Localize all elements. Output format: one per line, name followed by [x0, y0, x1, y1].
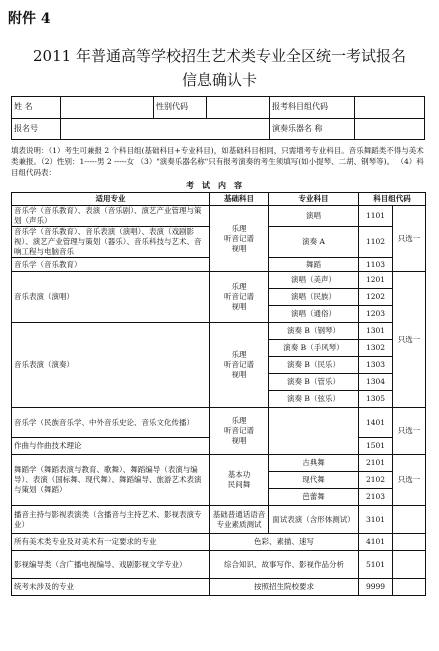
- table-row: 演唱（通俗） 1203: [12, 306, 426, 323]
- choose-one-note: 只选一: [393, 272, 426, 408]
- subject-group-field[interactable]: [355, 97, 425, 119]
- choose-one-note: 只选一: [393, 455, 426, 506]
- table-row: 演奏 B（弦乐） 1305: [12, 391, 426, 408]
- table-row: 作曲与作曲技术理论 1501: [12, 438, 426, 455]
- header-major: 适用专业: [12, 193, 210, 206]
- gender-field[interactable]: [207, 97, 270, 119]
- table-row: 音乐学（音乐教育） 舞蹈 1103: [12, 258, 426, 272]
- gender-label: 性别代码: [154, 97, 207, 119]
- table-row: 演唱（民族） 1202: [12, 289, 426, 306]
- header-subject: 专业科目: [269, 193, 359, 206]
- table-row: 音乐学（音乐教育）、音乐表演（演唱）、表演（戏剧影视）、演艺产业管理与策划（器乐）、音乐科技与艺术、音响工程与电脑音乐 演奏 A 1102: [12, 227, 426, 258]
- table-row: 统考未涉及的专业 按照招生院校要求 9999: [12, 579, 426, 596]
- table-row: 演奏 B（民乐） 1303: [12, 357, 426, 374]
- table-row: 现代舞 2102: [12, 472, 426, 489]
- attachment-label: 附件 4: [8, 11, 51, 27]
- reg-no-label: 报名号: [12, 118, 61, 140]
- subject-codes-table: [11, 192, 426, 596]
- name-field[interactable]: [61, 97, 154, 119]
- table-row: 所有美术类专业及对美术有一定要求的专业 色彩、素描、速写 4101: [12, 534, 426, 551]
- table-row: 音乐表演（演唱） 乐理 听音记谱 视唱 演唱（美声） 1201 只选一: [12, 272, 426, 289]
- table-row: 音乐学（音乐教育）、表演（音乐剧）、演艺产业管理与策划（声乐） 乐理 听音记谱 视唱 演唱 1101 只选一: [12, 206, 426, 227]
- instrument-field[interactable]: [355, 118, 425, 140]
- table-row: 芭蕾舞 2103: [12, 489, 426, 506]
- instrument-label: 演奏乐器名 称: [270, 118, 355, 140]
- table-row: 音乐学（民族音乐学、中外音乐史论、音乐文化传播） 乐理 听音记谱 视唱 1401 只选一: [12, 408, 426, 438]
- table-row: 演奏 B（手风琴） 1302: [12, 340, 426, 357]
- table-row: 演奏 B（管乐） 1304: [12, 374, 426, 391]
- table-row: 音乐表演（演奏） 乐理 听音记谱 视唱 演奏 B（钢琴） 1301: [12, 323, 426, 340]
- choose-one-note: 只选一: [393, 206, 426, 272]
- reg-no-field[interactable]: [61, 118, 270, 140]
- table-row: 影视编导类（含广播电视编导、戏剧影视文学专业） 综合知识、故事写作、影视作品分析 5101: [12, 551, 426, 579]
- name-label: 姓 名: [12, 97, 61, 119]
- instructions-text: 填表说明：（1）考生可兼报 2 个科目组(基础科目+专业科目)，如基础科目相同，只需增考专业科目。音乐舞蹈类不得与美术类兼报。（2）性别：1-----男 2 -----女 （3）"演奏乐器名称"只有报考演奏的考生须填写(如小提琴、二胡、钢琴等)。 （4）科目组代码表：: [11, 146, 424, 177]
- header-code: 科目组代码: [359, 193, 426, 206]
- table-row: 播音主持与影视表演类（含播音与主持艺术、影视表演专业） 基础普通话语音专业素质测试 面试表演（含形体测试） 3101: [12, 506, 426, 534]
- choose-one-note: 只选一: [393, 408, 426, 455]
- info-table: [11, 96, 425, 140]
- subject-group-label: 报考科目组代码: [270, 97, 355, 119]
- table-row: 舞蹈学（舞蹈表演与教育、歌舞）、舞蹈编导（表演与编导）、表演（国标舞、现代舞）、舞蹈编导、旅游艺术表演与策划（舞蹈） 基本功 民间舞 古典舞 2101 只选一: [12, 455, 426, 472]
- header-base: 基础科目: [210, 193, 269, 206]
- codes-heading: 考试内容: [186, 180, 250, 190]
- page-title: 2011 年普通高等学校招生艺术类专业全区统一考试报名 信息确认卡: [33, 47, 406, 89]
